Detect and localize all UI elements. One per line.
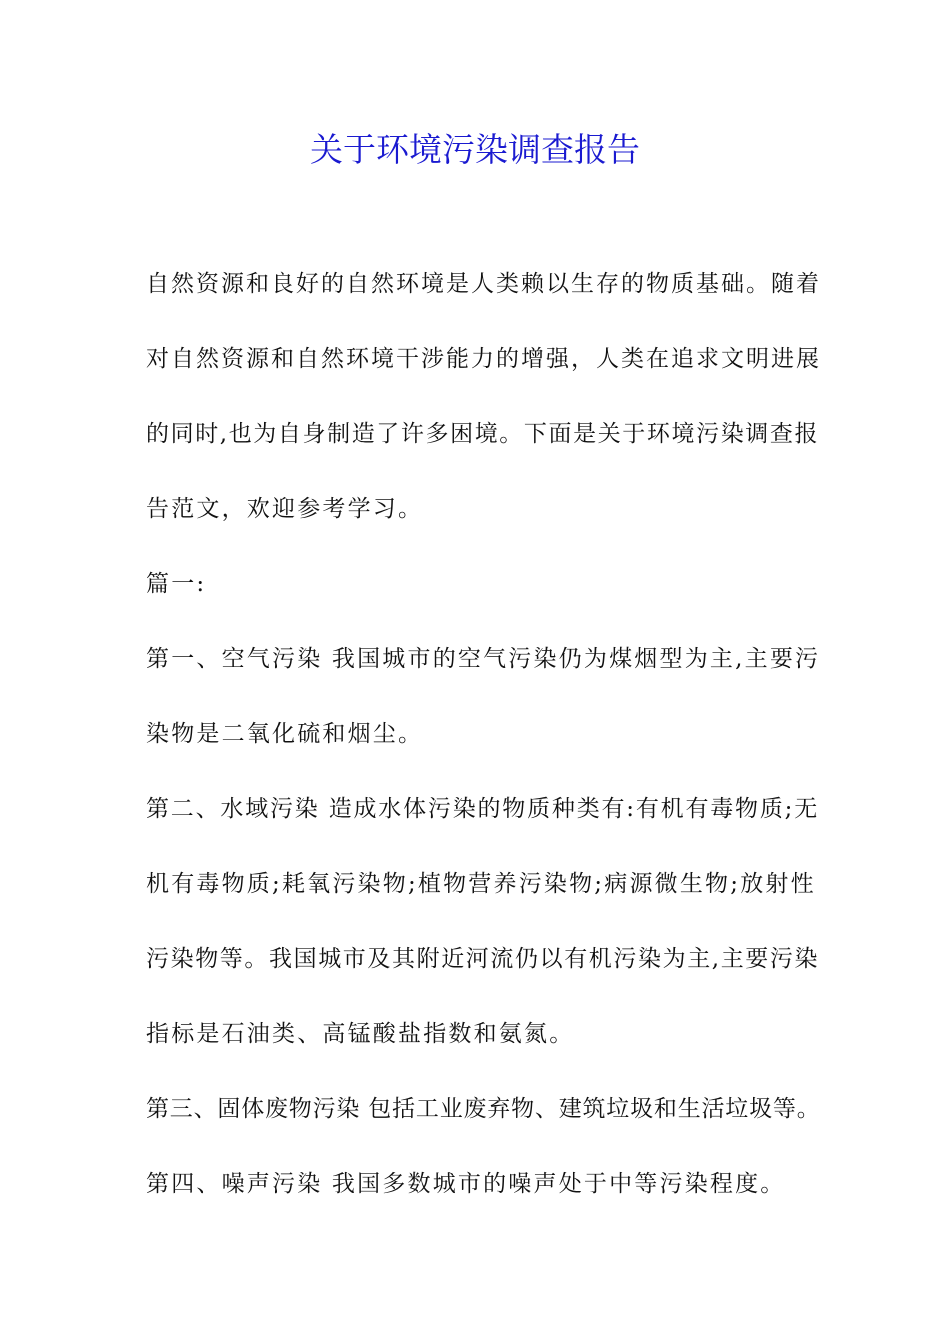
paragraph-line: 第三、固体废物污染 包括工业废弃物、建筑垃圾和生活垃圾等。: [146, 1096, 821, 1122]
paragraph-line: 第一、空气污染 我国城市的空气污染仍为煤烟型为主,主要污: [146, 646, 821, 672]
paragraph-line: 机有毒物质;耗氧污染物;植物营养污染物;病源微生物;放射性: [146, 871, 816, 897]
paragraph-line: 指标是石油类、高锰酸盐指数和氨氮。: [146, 1021, 575, 1047]
paragraph-line: 染物是二氧化硫和烟尘。: [146, 721, 424, 747]
paragraph-line: 第四、噪声污染 我国多数城市的噪声处于中等污染程度。: [146, 1171, 786, 1197]
paragraph-line: 对自然资源和自然环境干涉能力的增强，人类在追求文明进展: [146, 346, 821, 372]
section-heading: 篇一:: [146, 571, 207, 597]
paragraph-line: 的同时,也为自身制造了许多困境。下面是关于环境污染调查报: [146, 421, 820, 447]
paragraph-line: 告范文，欢迎参考学习。: [146, 496, 424, 522]
paragraph-line: 污染物等。我国城市及其附近河流仍以有机污染为主,主要污染: [146, 946, 820, 972]
document-title: 关于环境污染调查报告: [310, 130, 640, 169]
paragraph-line: 第二、水域污染 造成水体污染的物质种类有:有机有毒物质;无: [146, 796, 820, 822]
paragraph-line: 自然资源和良好的自然环境是人类赖以生存的物质基础。随着: [146, 271, 821, 297]
